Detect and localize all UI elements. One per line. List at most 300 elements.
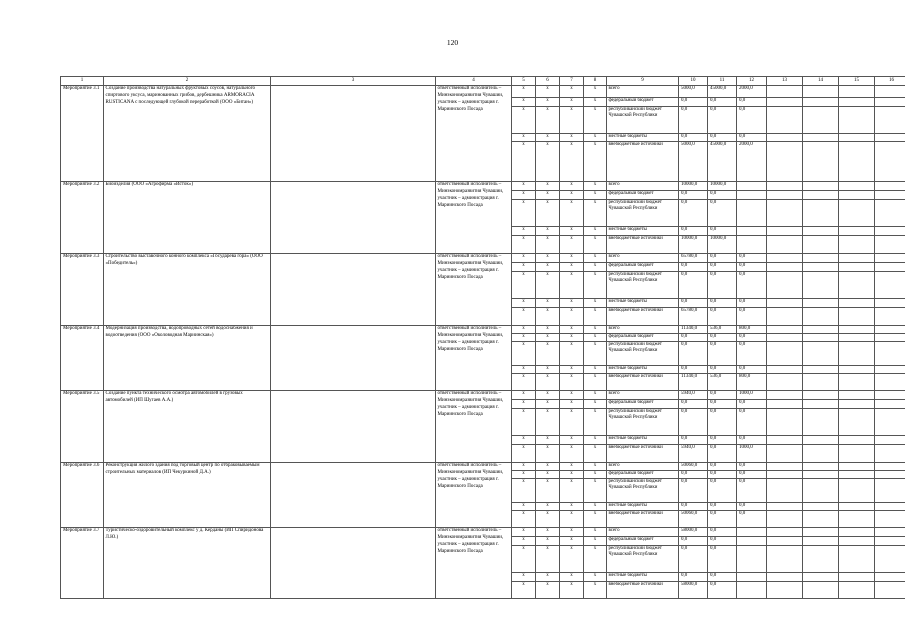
- empty-cell: [803, 134, 839, 142]
- responsible-executor-cell: ответственный исполнитель – Минэкономразвития Чувашии, участник – администрация г. Мариинского Посада: [436, 463, 512, 528]
- marker-cell: х: [536, 463, 560, 471]
- empty-cell: [803, 409, 839, 436]
- empty-cell: [875, 573, 905, 582]
- marker-cell: х: [560, 182, 584, 191]
- column-number-cell: 13: [767, 77, 803, 86]
- marker-cell: х: [512, 391, 536, 400]
- empty-cell: [875, 537, 905, 546]
- marker-cell: х: [512, 142, 536, 182]
- empty-cell: [875, 326, 905, 334]
- empty-cell: [839, 436, 875, 445]
- funding-source-cell: республиканский бюджет Чувашской Республики: [607, 342, 679, 366]
- amount-cell: 0,0: [679, 263, 708, 272]
- empty-cell: [767, 227, 803, 236]
- activity-name-cell: Реконструкция жилого здания под торговый центр по отбраковываемым строительных материалов (ИП Чекуркиной Д.А.): [104, 463, 271, 528]
- marker-cell: х: [584, 511, 607, 528]
- empty-cell: [875, 254, 905, 263]
- funding-source-cell: всего: [607, 182, 679, 191]
- funding-source-cell: федеральный бюджет: [607, 263, 679, 272]
- empty-cell: [767, 263, 803, 272]
- marker-cell: х: [560, 254, 584, 263]
- marker-cell: х: [512, 134, 536, 142]
- empty-cell: [803, 528, 839, 537]
- amount-cell: 0,0: [679, 134, 708, 142]
- amount-cell: 536,0: [708, 374, 737, 391]
- funding-source-cell: внебюджетные источники: [607, 582, 679, 599]
- empty-cell: [767, 582, 803, 599]
- empty-cell: [767, 182, 803, 191]
- marker-cell: х: [512, 299, 536, 308]
- amount-cell: 0,0: [737, 409, 767, 436]
- empty-cell: [767, 463, 803, 471]
- amount-cell: 0,0: [708, 200, 737, 227]
- marker-cell: х: [512, 334, 536, 342]
- amount-cell: 0,0: [679, 191, 708, 200]
- empty-cell: [875, 471, 905, 479]
- amount-cell: 0,0: [708, 254, 737, 263]
- marker-cell: х: [536, 391, 560, 400]
- empty-cell: [839, 391, 875, 400]
- responsible-executor-cell: ответственный исполнитель – Минэкономразвития Чувашии, участник – администрация г. Мариинского Посада: [436, 326, 512, 391]
- empty-cell: [767, 479, 803, 503]
- table-row: [61, 528, 905, 537]
- amount-cell: 45000,0: [708, 142, 737, 182]
- empty-cell: [767, 254, 803, 263]
- funding-source-cell: местные бюджеты: [607, 299, 679, 308]
- marker-cell: х: [512, 182, 536, 191]
- empty-cell: [271, 463, 436, 528]
- funding-source-cell: местные бюджеты: [607, 436, 679, 445]
- amount-cell: 0,0: [679, 342, 708, 366]
- marker-cell: х: [536, 445, 560, 463]
- activity-number-cell: Мероприятие 3.3: [61, 254, 104, 326]
- marker-cell: х: [512, 463, 536, 471]
- marker-cell: х: [512, 200, 536, 227]
- amount-cell: [737, 528, 767, 537]
- empty-cell: [839, 263, 875, 272]
- marker-cell: х: [536, 236, 560, 254]
- empty-cell: [839, 537, 875, 546]
- amount-cell: 0,0: [737, 272, 767, 299]
- empty-cell: [803, 546, 839, 573]
- empty-cell: [803, 326, 839, 334]
- amount-cell: 11340,0: [679, 374, 708, 391]
- amount-cell: 0,0: [708, 366, 737, 374]
- marker-cell: х: [512, 479, 536, 503]
- amount-cell: 58000,0: [679, 582, 708, 599]
- empty-cell: [875, 546, 905, 573]
- amount-cell: [737, 582, 767, 599]
- empty-cell: [767, 86, 803, 98]
- marker-cell: х: [536, 326, 560, 334]
- funding-source-cell: всего: [607, 254, 679, 263]
- marker-cell: х: [536, 546, 560, 573]
- funding-source-cell: местные бюджеты: [607, 573, 679, 582]
- amount-cell: 2000,0: [737, 142, 767, 182]
- empty-cell: [839, 374, 875, 391]
- marker-cell: х: [536, 86, 560, 98]
- amount-cell: 0,0: [679, 436, 708, 445]
- marker-cell: х: [584, 503, 607, 511]
- empty-cell: [875, 263, 905, 272]
- empty-cell: [803, 463, 839, 471]
- marker-cell: х: [584, 86, 607, 98]
- activity-number-cell: Мероприятие 3.6: [61, 463, 104, 528]
- funding-source-cell: федеральный бюджет: [607, 471, 679, 479]
- amount-cell: 536,0: [708, 326, 737, 334]
- table-body: [61, 77, 905, 599]
- marker-cell: х: [584, 200, 607, 227]
- activity-number-cell: Мероприятие 3.2: [61, 182, 104, 254]
- empty-cell: [767, 308, 803, 326]
- marker-cell: х: [584, 445, 607, 463]
- marker-cell: х: [584, 436, 607, 445]
- marker-cell: х: [512, 546, 536, 573]
- empty-cell: [839, 272, 875, 299]
- amount-cell: 0,0: [679, 107, 708, 134]
- marker-cell: х: [536, 98, 560, 107]
- marker-cell: х: [536, 142, 560, 182]
- empty-cell: [803, 334, 839, 342]
- marker-cell: х: [584, 391, 607, 400]
- empty-cell: [767, 334, 803, 342]
- empty-cell: [875, 582, 905, 599]
- empty-cell: [875, 503, 905, 511]
- empty-cell: [803, 582, 839, 599]
- empty-cell: [875, 86, 905, 98]
- marker-cell: х: [584, 272, 607, 299]
- empty-cell: [875, 409, 905, 436]
- amount-cell: 1000,0: [737, 445, 767, 463]
- column-number-row: [61, 77, 905, 86]
- marker-cell: х: [512, 107, 536, 134]
- empty-cell: [803, 227, 839, 236]
- empty-cell: [803, 479, 839, 503]
- marker-cell: х: [560, 528, 584, 537]
- empty-cell: [271, 254, 436, 326]
- empty-cell: [839, 528, 875, 537]
- funding-source-cell: внебюджетные источники: [607, 445, 679, 463]
- empty-cell: [767, 436, 803, 445]
- marker-cell: х: [560, 409, 584, 436]
- funding-source-cell: всего: [607, 326, 679, 334]
- empty-cell: [767, 511, 803, 528]
- amount-cell: 65780,0: [679, 254, 708, 263]
- table-row: [61, 182, 905, 191]
- column-number-cell: 6: [536, 77, 560, 86]
- marker-cell: х: [536, 263, 560, 272]
- marker-cell: х: [584, 528, 607, 537]
- empty-cell: [803, 299, 839, 308]
- marker-cell: х: [584, 299, 607, 308]
- marker-cell: х: [512, 409, 536, 436]
- marker-cell: х: [560, 374, 584, 391]
- table-row: [61, 391, 905, 400]
- funding-source-cell: республиканский бюджет Чувашской Республики: [607, 409, 679, 436]
- marker-cell: х: [584, 374, 607, 391]
- funding-source-cell: всего: [607, 528, 679, 537]
- empty-cell: [839, 366, 875, 374]
- marker-cell: х: [560, 342, 584, 366]
- responsible-executor-cell: ответственный исполнитель – Минэкономразвития Чувашии, участник – администрация г. Мариинского Посада: [436, 254, 512, 326]
- column-number-cell: 16: [875, 77, 905, 86]
- amount-cell: 0,0: [708, 391, 737, 400]
- column-number-cell: 5: [512, 77, 536, 86]
- amount-cell: 0,0: [708, 463, 737, 471]
- amount-cell: 0,0: [737, 98, 767, 107]
- empty-cell: [839, 503, 875, 511]
- activity-number-cell: Мероприятие 3.4: [61, 326, 104, 391]
- empty-cell: [875, 272, 905, 299]
- empty-cell: [875, 374, 905, 391]
- amount-cell: 0,0: [679, 98, 708, 107]
- table-row: [61, 326, 905, 334]
- amount-cell: 0,0: [679, 471, 708, 479]
- marker-cell: х: [536, 342, 560, 366]
- amount-cell: 0,0: [708, 503, 737, 511]
- empty-cell: [839, 182, 875, 191]
- amount-cell: 0,0: [708, 299, 737, 308]
- page-number: 120: [446, 38, 459, 47]
- amount-cell: 0,0: [708, 528, 737, 537]
- amount-cell: 5000,0: [679, 86, 708, 98]
- marker-cell: х: [536, 200, 560, 227]
- marker-cell: х: [512, 308, 536, 326]
- marker-cell: х: [536, 503, 560, 511]
- column-number-cell: 2: [104, 77, 271, 86]
- marker-cell: х: [560, 366, 584, 374]
- amount-cell: 0,0: [679, 537, 708, 546]
- marker-cell: х: [512, 326, 536, 334]
- marker-cell: х: [512, 227, 536, 236]
- funding-source-cell: всего: [607, 86, 679, 98]
- empty-cell: [803, 200, 839, 227]
- funding-source-cell: всего: [607, 391, 679, 400]
- activity-number-cell: Мероприятие 3.5: [61, 391, 104, 463]
- amount-cell: 0,0: [737, 134, 767, 142]
- responsible-executor-cell: ответственный исполнитель – Минэкономразвития Чувашии, участник – администрация г. Мариинского Посада: [436, 182, 512, 254]
- marker-cell: х: [584, 107, 607, 134]
- marker-cell: х: [512, 445, 536, 463]
- empty-cell: [767, 200, 803, 227]
- amount-cell: 10000,0: [679, 236, 708, 254]
- amount-cell: 45000,0: [708, 86, 737, 98]
- amount-cell: [737, 200, 767, 227]
- marker-cell: х: [536, 573, 560, 582]
- empty-cell: [875, 200, 905, 227]
- empty-cell: [767, 537, 803, 546]
- empty-cell: [839, 308, 875, 326]
- marker-cell: х: [560, 471, 584, 479]
- empty-cell: [839, 546, 875, 573]
- empty-cell: [767, 98, 803, 107]
- empty-cell: [803, 503, 839, 511]
- marker-cell: х: [560, 400, 584, 409]
- empty-cell: [803, 254, 839, 263]
- marker-cell: х: [584, 98, 607, 107]
- amount-cell: 0,0: [708, 582, 737, 599]
- marker-cell: х: [536, 479, 560, 503]
- empty-cell: [875, 134, 905, 142]
- amount-cell: 0,0: [737, 334, 767, 342]
- amount-cell: 0,0: [737, 107, 767, 134]
- empty-cell: [839, 511, 875, 528]
- funding-source-cell: местные бюджеты: [607, 503, 679, 511]
- marker-cell: х: [560, 503, 584, 511]
- amount-cell: 0,0: [737, 436, 767, 445]
- marker-cell: х: [560, 391, 584, 400]
- marker-cell: х: [536, 537, 560, 546]
- empty-cell: [767, 528, 803, 537]
- amount-cell: 5940,0: [679, 391, 708, 400]
- funding-source-cell: местные бюджеты: [607, 366, 679, 374]
- marker-cell: х: [512, 537, 536, 546]
- empty-cell: [839, 142, 875, 182]
- amount-cell: 0,0: [708, 227, 737, 236]
- marker-cell: х: [536, 409, 560, 436]
- funding-source-cell: внебюджетные источники: [607, 236, 679, 254]
- amount-cell: 800,0: [737, 326, 767, 334]
- marker-cell: х: [512, 254, 536, 263]
- empty-cell: [803, 537, 839, 546]
- marker-cell: х: [512, 573, 536, 582]
- marker-cell: х: [512, 86, 536, 98]
- marker-cell: х: [584, 227, 607, 236]
- marker-cell: х: [560, 191, 584, 200]
- amount-cell: 0,0: [708, 471, 737, 479]
- marker-cell: х: [584, 191, 607, 200]
- empty-cell: [839, 107, 875, 134]
- marker-cell: х: [536, 471, 560, 479]
- empty-cell: [803, 400, 839, 409]
- amount-cell: 0,0: [708, 263, 737, 272]
- empty-cell: [271, 86, 436, 182]
- marker-cell: х: [560, 272, 584, 299]
- amount-cell: 0,0: [708, 308, 737, 326]
- marker-cell: х: [560, 227, 584, 236]
- activity-name-cell: Туристическо-оздоровительный комплекс у д. Керданы (ИП Спиридонова Л.Ю.): [104, 528, 271, 599]
- marker-cell: х: [584, 546, 607, 573]
- empty-cell: [839, 227, 875, 236]
- empty-cell: [767, 342, 803, 366]
- amount-cell: 0,0: [679, 200, 708, 227]
- marker-cell: х: [536, 528, 560, 537]
- amount-cell: 50060,0: [679, 511, 708, 528]
- amount-cell: 0,0: [679, 366, 708, 374]
- empty-cell: [839, 326, 875, 334]
- empty-cell: [271, 528, 436, 599]
- amount-cell: 1000,0: [737, 391, 767, 400]
- amount-cell: [737, 573, 767, 582]
- program-activities-table: [60, 76, 905, 599]
- amount-cell: 0,0: [708, 272, 737, 299]
- marker-cell: х: [560, 537, 584, 546]
- activity-name-cell: Биоизделия (ООО «Агрофирма «Исток»): [104, 182, 271, 254]
- empty-cell: [875, 98, 905, 107]
- amount-cell: 0,0: [679, 299, 708, 308]
- empty-cell: [839, 236, 875, 254]
- column-number-cell: 8: [584, 77, 607, 86]
- marker-cell: х: [536, 191, 560, 200]
- empty-cell: [767, 400, 803, 409]
- amount-cell: 5000,0: [679, 142, 708, 182]
- marker-cell: х: [584, 326, 607, 334]
- amount-cell: 58000,0: [679, 528, 708, 537]
- amount-cell: 800,0: [737, 374, 767, 391]
- amount-cell: 0,0: [708, 342, 737, 366]
- amount-cell: [737, 182, 767, 191]
- amount-cell: 0,0: [679, 227, 708, 236]
- empty-cell: [875, 334, 905, 342]
- marker-cell: х: [584, 342, 607, 366]
- amount-cell: 0,0: [708, 107, 737, 134]
- marker-cell: х: [560, 479, 584, 503]
- amount-cell: 0,0: [679, 503, 708, 511]
- marker-cell: х: [560, 299, 584, 308]
- empty-cell: [767, 471, 803, 479]
- amount-cell: 0,0: [679, 573, 708, 582]
- column-number-cell: 12: [737, 77, 767, 86]
- amount-cell: 0,0: [679, 546, 708, 573]
- marker-cell: х: [584, 479, 607, 503]
- marker-cell: х: [536, 272, 560, 299]
- marker-cell: х: [560, 308, 584, 326]
- amount-cell: [737, 537, 767, 546]
- funding-source-cell: внебюджетные источники: [607, 308, 679, 326]
- amount-cell: 0,0: [708, 546, 737, 573]
- empty-cell: [767, 142, 803, 182]
- empty-cell: [875, 445, 905, 463]
- marker-cell: х: [584, 537, 607, 546]
- marker-cell: х: [584, 263, 607, 272]
- empty-cell: [839, 582, 875, 599]
- empty-cell: [875, 342, 905, 366]
- empty-cell: [839, 200, 875, 227]
- amount-cell: [737, 227, 767, 236]
- amount-cell: 0,0: [737, 366, 767, 374]
- empty-cell: [767, 503, 803, 511]
- amount-cell: 0,0: [708, 98, 737, 107]
- empty-cell: [803, 236, 839, 254]
- marker-cell: х: [560, 445, 584, 463]
- marker-cell: х: [560, 511, 584, 528]
- marker-cell: х: [584, 334, 607, 342]
- marker-cell: х: [536, 582, 560, 599]
- responsible-executor-cell: ответственный исполнитель – Минэкономразвития Чувашии, участник – администрация г. Мариинского Посада: [436, 528, 512, 599]
- marker-cell: х: [512, 342, 536, 366]
- empty-cell: [767, 299, 803, 308]
- amount-cell: 0,0: [679, 409, 708, 436]
- marker-cell: х: [512, 511, 536, 528]
- table-row: [61, 254, 905, 263]
- amount-cell: 0,0: [708, 334, 737, 342]
- responsible-executor-cell: ответственный исполнитель – Минэкономразвития Чувашии, участник – администрация г. Мариинского Посада: [436, 391, 512, 463]
- marker-cell: х: [536, 511, 560, 528]
- amount-cell: 0,0: [737, 263, 767, 272]
- empty-cell: [839, 400, 875, 409]
- empty-cell: [803, 308, 839, 326]
- empty-cell: [767, 546, 803, 573]
- amount-cell: [737, 236, 767, 254]
- empty-cell: [875, 436, 905, 445]
- empty-cell: [875, 299, 905, 308]
- marker-cell: х: [536, 374, 560, 391]
- marker-cell: х: [560, 582, 584, 599]
- empty-cell: [875, 308, 905, 326]
- marker-cell: х: [560, 436, 584, 445]
- marker-cell: х: [560, 546, 584, 573]
- empty-cell: [803, 272, 839, 299]
